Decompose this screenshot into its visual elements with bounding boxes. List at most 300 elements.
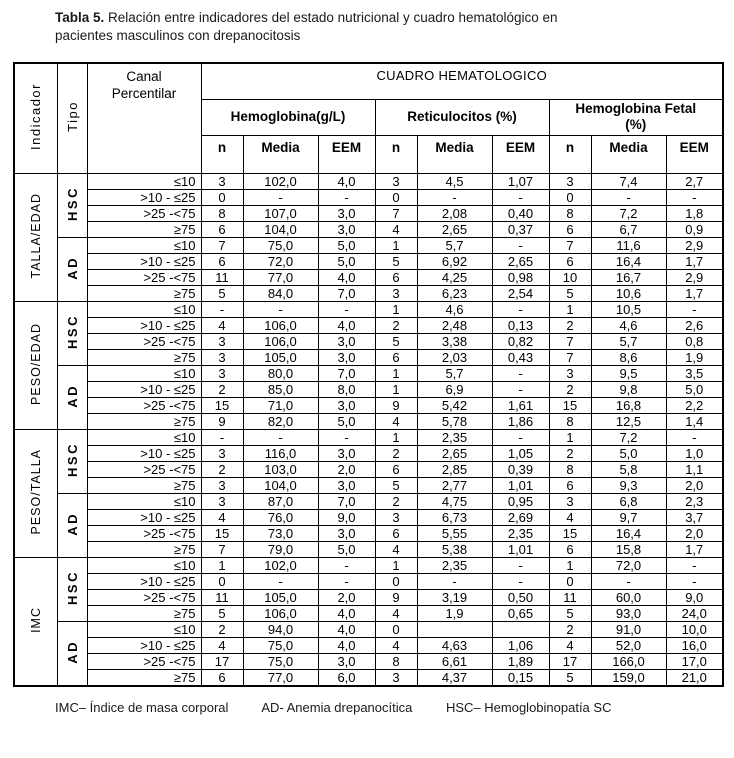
header-subcol-n-1: n bbox=[201, 135, 243, 173]
value-cell: 1,61 bbox=[492, 397, 549, 413]
value-cell: 76,0 bbox=[243, 509, 318, 525]
tipo-label: AD bbox=[64, 639, 80, 664]
page-title bbox=[55, 9, 694, 45]
value-cell: 3,0 bbox=[318, 349, 375, 365]
value-cell: 0 bbox=[375, 189, 417, 205]
value-cell: 6 bbox=[201, 253, 243, 269]
tipo-cell bbox=[57, 237, 87, 301]
table-row bbox=[14, 589, 723, 605]
value-cell: 2,0 bbox=[318, 589, 375, 605]
table-row bbox=[14, 461, 723, 477]
title-line-2: pacientes masculinos con drepanocitosis bbox=[55, 28, 301, 43]
value-cell: 16,4 bbox=[591, 253, 666, 269]
value-cell: - bbox=[492, 189, 549, 205]
header-group-reticulocitos: Reticulocitos (%) bbox=[375, 99, 549, 135]
value-cell: 4,0 bbox=[318, 173, 375, 189]
canal-percentilar-cell: >25 -<75 bbox=[87, 589, 201, 605]
value-cell: 93,0 bbox=[591, 605, 666, 621]
tipo-cell bbox=[57, 621, 87, 686]
value-cell: 2 bbox=[549, 317, 591, 333]
tipo-cell bbox=[57, 365, 87, 429]
value-cell: - bbox=[318, 189, 375, 205]
value-cell: 17,0 bbox=[666, 653, 723, 669]
value-cell: 3 bbox=[201, 477, 243, 493]
value-cell: 1,01 bbox=[492, 541, 549, 557]
value-cell: - bbox=[666, 189, 723, 205]
value-cell: 2,77 bbox=[417, 477, 492, 493]
value-cell: 6 bbox=[375, 525, 417, 541]
table-row bbox=[14, 269, 723, 285]
table-row bbox=[14, 477, 723, 493]
value-cell: 0,65 bbox=[492, 605, 549, 621]
value-cell: 2,0 bbox=[666, 525, 723, 541]
value-cell: 2 bbox=[549, 621, 591, 637]
value-cell: 3,0 bbox=[318, 525, 375, 541]
table-row bbox=[14, 317, 723, 333]
canal-percentilar-cell: ≤10 bbox=[87, 493, 201, 509]
value-cell: 0,15 bbox=[492, 669, 549, 686]
value-cell: 3,0 bbox=[318, 477, 375, 493]
footnote bbox=[55, 700, 734, 715]
value-cell: 7 bbox=[375, 205, 417, 221]
value-cell: 0,95 bbox=[492, 493, 549, 509]
value-cell: 2 bbox=[201, 381, 243, 397]
value-cell: 105,0 bbox=[243, 349, 318, 365]
value-cell: 5,0 bbox=[318, 253, 375, 269]
value-cell: 4,0 bbox=[318, 621, 375, 637]
value-cell: 3,0 bbox=[318, 205, 375, 221]
value-cell: 1,9 bbox=[417, 605, 492, 621]
value-cell: 11 bbox=[201, 589, 243, 605]
canal-percentilar-cell: >25 -<75 bbox=[87, 461, 201, 477]
value-cell: 4 bbox=[201, 637, 243, 653]
value-cell: 2,65 bbox=[492, 253, 549, 269]
value-cell: 6,61 bbox=[417, 653, 492, 669]
value-cell: 5,7 bbox=[417, 365, 492, 381]
value-cell: - bbox=[243, 429, 318, 445]
value-cell: 0,13 bbox=[492, 317, 549, 333]
value-cell: 17 bbox=[201, 653, 243, 669]
canal-percentilar-cell: ≥75 bbox=[87, 285, 201, 301]
value-cell: 2,69 bbox=[492, 509, 549, 525]
value-cell: 4,63 bbox=[417, 637, 492, 653]
header-subcol-eem-2: EEM bbox=[492, 135, 549, 173]
value-cell: 4,0 bbox=[318, 637, 375, 653]
value-cell: 104,0 bbox=[243, 477, 318, 493]
value-cell: 2,08 bbox=[417, 205, 492, 221]
value-cell: - bbox=[318, 573, 375, 589]
value-cell: 1 bbox=[375, 237, 417, 253]
value-cell: 0,50 bbox=[492, 589, 549, 605]
value-cell: 106,0 bbox=[243, 605, 318, 621]
value-cell: 7 bbox=[549, 237, 591, 253]
value-cell: 75,0 bbox=[243, 237, 318, 253]
value-cell: - bbox=[243, 189, 318, 205]
table-row bbox=[14, 221, 723, 237]
value-cell: 17 bbox=[549, 653, 591, 669]
value-cell: 5,0 bbox=[318, 541, 375, 557]
value-cell: - bbox=[666, 301, 723, 317]
footnote-hsc: HSC– Hemoglobinopatía SC bbox=[445, 699, 612, 715]
value-cell: - bbox=[492, 557, 549, 573]
value-cell: 0,9 bbox=[666, 221, 723, 237]
value-cell: 1,01 bbox=[492, 477, 549, 493]
value-cell: 6 bbox=[201, 221, 243, 237]
value-cell: 3,19 bbox=[417, 589, 492, 605]
table-row bbox=[14, 349, 723, 365]
value-cell: 2,6 bbox=[666, 317, 723, 333]
value-cell: - bbox=[243, 301, 318, 317]
value-cell bbox=[417, 621, 492, 637]
value-cell: 8 bbox=[549, 205, 591, 221]
tipo-cell bbox=[57, 557, 87, 621]
canal-percentilar-cell: >10 - ≤25 bbox=[87, 573, 201, 589]
canal-percentilar-cell: ≤10 bbox=[87, 365, 201, 381]
value-cell: 5 bbox=[375, 333, 417, 349]
header-subcol-eem-1: EEM bbox=[318, 135, 375, 173]
value-cell: 9 bbox=[201, 413, 243, 429]
canal-percentilar-cell: ≤10 bbox=[87, 429, 201, 445]
value-cell: 7,0 bbox=[318, 285, 375, 301]
value-cell: 5,7 bbox=[417, 237, 492, 253]
value-cell: 1 bbox=[549, 429, 591, 445]
value-cell: 5 bbox=[375, 477, 417, 493]
value-cell: 3 bbox=[375, 173, 417, 189]
value-cell: - bbox=[318, 301, 375, 317]
canal-percentilar-cell: ≥75 bbox=[87, 221, 201, 237]
table-row bbox=[14, 365, 723, 381]
value-cell: 7 bbox=[549, 349, 591, 365]
value-cell: 3,0 bbox=[318, 397, 375, 413]
value-cell: 71,0 bbox=[243, 397, 318, 413]
canal-percentilar-cell: ≤10 bbox=[87, 621, 201, 637]
value-cell: 6 bbox=[549, 477, 591, 493]
value-cell: 166,0 bbox=[591, 653, 666, 669]
value-cell: 3 bbox=[201, 445, 243, 461]
table-row bbox=[14, 189, 723, 205]
value-cell: 116,0 bbox=[243, 445, 318, 461]
value-cell: 79,0 bbox=[243, 541, 318, 557]
table-row bbox=[14, 381, 723, 397]
value-cell: 5 bbox=[549, 669, 591, 686]
value-cell: 5,42 bbox=[417, 397, 492, 413]
table-row bbox=[14, 285, 723, 301]
value-cell: 106,0 bbox=[243, 317, 318, 333]
canal-percentilar-cell: >10 - ≤25 bbox=[87, 253, 201, 269]
header-tipo bbox=[57, 63, 87, 173]
value-cell: 0,39 bbox=[492, 461, 549, 477]
value-cell: 73,0 bbox=[243, 525, 318, 541]
table-body bbox=[14, 173, 723, 686]
indicator-label: PESO/TALLA bbox=[28, 448, 43, 535]
value-cell: 82,0 bbox=[243, 413, 318, 429]
value-cell: 5,0 bbox=[318, 413, 375, 429]
table-row bbox=[14, 637, 723, 653]
value-cell: 6 bbox=[375, 349, 417, 365]
value-cell: 6,0 bbox=[318, 669, 375, 686]
value-cell: 9 bbox=[375, 397, 417, 413]
canal-percentilar-cell: ≤10 bbox=[87, 237, 201, 253]
value-cell: 4 bbox=[201, 317, 243, 333]
value-cell: 11 bbox=[201, 269, 243, 285]
value-cell: 8 bbox=[375, 653, 417, 669]
value-cell: 3,38 bbox=[417, 333, 492, 349]
table-row bbox=[14, 253, 723, 269]
value-cell: 5,78 bbox=[417, 413, 492, 429]
value-cell: 1,07 bbox=[492, 173, 549, 189]
value-cell: 4 bbox=[375, 413, 417, 429]
tipo-label: HSC bbox=[64, 570, 80, 605]
value-cell: 0,98 bbox=[492, 269, 549, 285]
value-cell: 4 bbox=[375, 637, 417, 653]
value-cell: 6,9 bbox=[417, 381, 492, 397]
tipo-cell bbox=[57, 301, 87, 365]
value-cell: 7,0 bbox=[318, 365, 375, 381]
value-cell: - bbox=[492, 429, 549, 445]
value-cell: 1,8 bbox=[666, 205, 723, 221]
value-cell: 5,8 bbox=[591, 461, 666, 477]
value-cell: 16,0 bbox=[666, 637, 723, 653]
value-cell: 6 bbox=[549, 253, 591, 269]
value-cell: 75,0 bbox=[243, 637, 318, 653]
value-cell: 2,7 bbox=[666, 173, 723, 189]
value-cell: 102,0 bbox=[243, 557, 318, 573]
value-cell: - bbox=[492, 381, 549, 397]
value-cell: 8 bbox=[549, 413, 591, 429]
value-cell: 3 bbox=[375, 509, 417, 525]
indicator-cell bbox=[14, 173, 57, 301]
value-cell: 1 bbox=[375, 429, 417, 445]
table-row bbox=[14, 669, 723, 686]
value-cell: 0,43 bbox=[492, 349, 549, 365]
value-cell: 9,0 bbox=[318, 509, 375, 525]
header-row-1 bbox=[14, 63, 723, 99]
value-cell: 4 bbox=[201, 509, 243, 525]
value-cell: 1 bbox=[375, 381, 417, 397]
value-cell: 104,0 bbox=[243, 221, 318, 237]
value-cell: 5 bbox=[201, 605, 243, 621]
value-cell: 3,0 bbox=[318, 445, 375, 461]
value-cell: 4 bbox=[375, 605, 417, 621]
value-cell: 7 bbox=[201, 541, 243, 557]
value-cell: 4,75 bbox=[417, 493, 492, 509]
value-cell: 3 bbox=[375, 285, 417, 301]
value-cell: 1,7 bbox=[666, 253, 723, 269]
value-cell: - bbox=[591, 189, 666, 205]
value-cell: 4 bbox=[375, 221, 417, 237]
value-cell: 6 bbox=[375, 269, 417, 285]
value-cell: 2,65 bbox=[417, 445, 492, 461]
canal-percentilar-cell: >25 -<75 bbox=[87, 269, 201, 285]
indicator-label: IMC bbox=[28, 606, 43, 633]
table-row bbox=[14, 653, 723, 669]
tipo-label: HSC bbox=[64, 186, 80, 221]
value-cell: 72,0 bbox=[243, 253, 318, 269]
canal-percentilar-cell: >25 -<75 bbox=[87, 205, 201, 221]
value-cell: 1,05 bbox=[492, 445, 549, 461]
value-cell: 2 bbox=[201, 621, 243, 637]
value-cell: 8,6 bbox=[591, 349, 666, 365]
header-indicador-text: Indicador bbox=[28, 83, 44, 151]
value-cell: 1 bbox=[549, 301, 591, 317]
header-group-hemoglobina: Hemoglobina(g/L) bbox=[201, 99, 375, 135]
canal-percentilar-cell: ≤10 bbox=[87, 301, 201, 317]
value-cell: 2,35 bbox=[417, 557, 492, 573]
value-cell: 106,0 bbox=[243, 333, 318, 349]
value-cell: 1,06 bbox=[492, 637, 549, 653]
value-cell: 4,0 bbox=[318, 269, 375, 285]
canal-percentilar-cell: >25 -<75 bbox=[87, 525, 201, 541]
value-cell: 15 bbox=[201, 397, 243, 413]
value-cell: 2,9 bbox=[666, 269, 723, 285]
value-cell: 6 bbox=[549, 221, 591, 237]
value-cell: 1 bbox=[375, 365, 417, 381]
value-cell: - bbox=[243, 573, 318, 589]
canal-percentilar-cell: >10 - ≤25 bbox=[87, 637, 201, 653]
value-cell: 91,0 bbox=[591, 621, 666, 637]
value-cell: 0 bbox=[201, 573, 243, 589]
value-cell: 75,0 bbox=[243, 653, 318, 669]
value-cell: 3,0 bbox=[318, 221, 375, 237]
canal-percentilar-cell: >10 - ≤25 bbox=[87, 445, 201, 461]
tipo-label: AD bbox=[64, 511, 80, 536]
value-cell: - bbox=[492, 365, 549, 381]
value-cell: 1 bbox=[375, 301, 417, 317]
value-cell: 0,82 bbox=[492, 333, 549, 349]
value-cell: - bbox=[417, 189, 492, 205]
value-cell: 77,0 bbox=[243, 269, 318, 285]
header-subcol-media-2: Media bbox=[417, 135, 492, 173]
value-cell: 9,0 bbox=[666, 589, 723, 605]
table-row bbox=[14, 557, 723, 573]
value-cell: 107,0 bbox=[243, 205, 318, 221]
indicator-label: PESO/EDAD bbox=[28, 322, 43, 405]
value-cell: 80,0 bbox=[243, 365, 318, 381]
value-cell: 5,7 bbox=[591, 333, 666, 349]
value-cell: 9,3 bbox=[591, 477, 666, 493]
canal-percentilar-cell: >10 - ≤25 bbox=[87, 189, 201, 205]
value-cell: 52,0 bbox=[591, 637, 666, 653]
value-cell: 4 bbox=[375, 541, 417, 557]
value-cell: 15,8 bbox=[591, 541, 666, 557]
canal-percentilar-cell: ≥75 bbox=[87, 413, 201, 429]
value-cell: 3 bbox=[201, 333, 243, 349]
value-cell: 105,0 bbox=[243, 589, 318, 605]
value-cell: 4 bbox=[549, 637, 591, 653]
value-cell: 21,0 bbox=[666, 669, 723, 686]
canal-percentilar-cell: ≥75 bbox=[87, 669, 201, 686]
value-cell: 16,7 bbox=[591, 269, 666, 285]
value-cell: 2,2 bbox=[666, 397, 723, 413]
value-cell: 2,0 bbox=[318, 461, 375, 477]
value-cell: 3,5 bbox=[666, 365, 723, 381]
value-cell: - bbox=[666, 573, 723, 589]
value-cell: 1,86 bbox=[492, 413, 549, 429]
tipo-cell bbox=[57, 429, 87, 493]
header-subcol-media-3: Media bbox=[591, 135, 666, 173]
value-cell: 159,0 bbox=[591, 669, 666, 686]
value-cell: 4,5 bbox=[417, 173, 492, 189]
value-cell: 2 bbox=[549, 445, 591, 461]
value-cell: 1,1 bbox=[666, 461, 723, 477]
value-cell bbox=[492, 621, 549, 637]
value-cell: 4,37 bbox=[417, 669, 492, 686]
value-cell: 77,0 bbox=[243, 669, 318, 686]
table-row bbox=[14, 301, 723, 317]
value-cell: 1 bbox=[201, 557, 243, 573]
value-cell: 9,8 bbox=[591, 381, 666, 397]
value-cell: - bbox=[318, 429, 375, 445]
value-cell: 4,0 bbox=[318, 605, 375, 621]
tipo-label: HSC bbox=[64, 314, 80, 349]
canal-percentilar-cell: ≤10 bbox=[87, 557, 201, 573]
value-cell: 10,0 bbox=[666, 621, 723, 637]
value-cell: 2,9 bbox=[666, 237, 723, 253]
value-cell: 5,0 bbox=[318, 237, 375, 253]
value-cell: 3 bbox=[201, 493, 243, 509]
value-cell: 2 bbox=[549, 381, 591, 397]
value-cell: 9 bbox=[375, 589, 417, 605]
value-cell: 5 bbox=[549, 285, 591, 301]
table-row bbox=[14, 493, 723, 509]
header-group-hemoglobina-fetal-text: Hemoglobina Fetal (%) bbox=[575, 101, 697, 132]
canal-percentilar-cell: >25 -<75 bbox=[87, 397, 201, 413]
header-indicador bbox=[14, 63, 57, 173]
value-cell: 3 bbox=[549, 173, 591, 189]
value-cell: - bbox=[591, 573, 666, 589]
table-row bbox=[14, 573, 723, 589]
value-cell: 7,2 bbox=[591, 429, 666, 445]
canal-percentilar-cell: ≥75 bbox=[87, 541, 201, 557]
tipo-label: AD bbox=[64, 383, 80, 408]
canal-percentilar-cell: >10 - ≤25 bbox=[87, 317, 201, 333]
value-cell: 10,5 bbox=[591, 301, 666, 317]
value-cell: - bbox=[666, 557, 723, 573]
value-cell: 0,8 bbox=[666, 333, 723, 349]
table-row bbox=[14, 205, 723, 221]
table-head bbox=[14, 63, 723, 173]
canal-percentilar-cell: >10 - ≤25 bbox=[87, 381, 201, 397]
value-cell: 0 bbox=[375, 621, 417, 637]
header-tipo-text: Tipo bbox=[64, 101, 80, 133]
value-cell: 5 bbox=[201, 285, 243, 301]
table-row bbox=[14, 173, 723, 189]
value-cell: 60,0 bbox=[591, 589, 666, 605]
canal-percentilar-cell: ≥75 bbox=[87, 605, 201, 621]
table-row bbox=[14, 237, 723, 253]
header-subcol-n-3: n bbox=[549, 135, 591, 173]
header-subcol-eem-3: EEM bbox=[666, 135, 723, 173]
value-cell: 2,85 bbox=[417, 461, 492, 477]
indicator-cell bbox=[14, 429, 57, 557]
value-cell: 1 bbox=[375, 557, 417, 573]
value-cell: - bbox=[318, 557, 375, 573]
value-cell: 3 bbox=[549, 493, 591, 509]
value-cell: 24,0 bbox=[666, 605, 723, 621]
title-text: Relación entre indicadores del estado nutricional y cuadro hematológico en bbox=[104, 10, 558, 25]
table-row bbox=[14, 429, 723, 445]
footnote-ad: AD- Anemia drepanocítica bbox=[261, 699, 413, 715]
header-canal-percentilar-text: Canal Percentilar bbox=[111, 69, 177, 101]
title-table-number: Tabla 5. bbox=[55, 10, 105, 25]
value-cell: 4,0 bbox=[318, 317, 375, 333]
value-cell: 3 bbox=[201, 173, 243, 189]
value-cell: 1,89 bbox=[492, 653, 549, 669]
value-cell: 2,35 bbox=[492, 525, 549, 541]
header-canal-percentilar bbox=[87, 63, 201, 173]
header-subcol-media-1: Media bbox=[243, 135, 318, 173]
value-cell: - bbox=[201, 301, 243, 317]
